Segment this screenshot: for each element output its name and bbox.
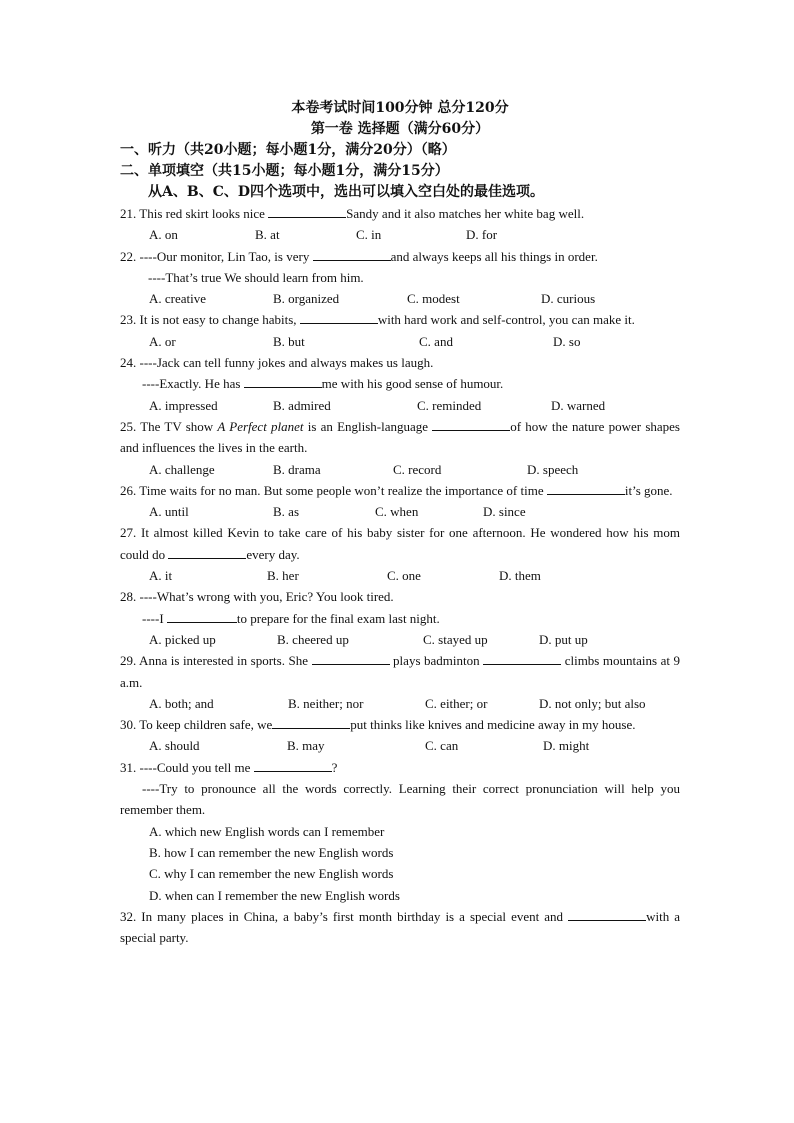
section-listening: 一、听力（共20小题；每小题1分，满分20分）（略） (120, 142, 456, 158)
answer-blank (483, 652, 561, 665)
option-b: B. admired (273, 397, 331, 413)
option-c: C. modest (407, 291, 460, 307)
options-30 (120, 735, 680, 756)
answer-blank (312, 652, 390, 665)
options-24 (120, 395, 680, 416)
exam-title: 本卷考试时间100分钟 总分120分 (291, 100, 509, 116)
options-27 (120, 565, 680, 586)
option-d: D. when can I remember the new English words (149, 887, 400, 903)
option-a: A. creative (149, 291, 207, 307)
option-d: D. so (553, 333, 581, 349)
option-b: B. how I can remember the new English words (149, 844, 394, 860)
exam-page (120, 98, 680, 948)
option-d: D. for (466, 227, 498, 243)
option-a: A. or (149, 333, 176, 349)
question-24: 24. ----Jack can tell funny jokes and always makes us laugh. (120, 355, 434, 371)
question-30: 30. To keep children safe, we put thinks like knives and medicine away in my house. (120, 717, 636, 733)
question-31-reply: ----Try to pronounce all the words correctly. Learning their correct pronunciation will help you remember them. (120, 781, 680, 818)
answer-blank (313, 248, 391, 261)
option-a: A. which new English words can I remember (149, 823, 385, 839)
question-29: 29. Anna is interested in sports. She plays badminton climbs mountains at 9 a.m. (120, 653, 680, 690)
option-c: C. when (375, 504, 419, 520)
option-d: D. put up (539, 631, 588, 647)
question-22-reply: ----That’s true We should learn from him. (148, 269, 364, 285)
answer-blank (254, 759, 332, 772)
option-d: D. them (499, 568, 541, 584)
option-b: B. but (273, 333, 305, 349)
answer-blank (244, 375, 322, 388)
option-a: A. impressed (149, 397, 218, 413)
instruction: 从A、B、C、D四个选项中，选出可以填入空白处的最佳选项。 (148, 184, 544, 200)
option-c: C. in (356, 227, 382, 243)
question-26: 26. Time waits for no man. But some people won’t realize the importance of time it’s gone. (120, 482, 673, 498)
option-b: B. organized (273, 291, 340, 307)
option-d: D. might (543, 738, 590, 754)
answer-blank (167, 610, 237, 623)
question-21: 21. This red skirt looks nice Sandy and it also matches her white bag well. (120, 206, 585, 221)
options-22 (120, 288, 680, 309)
part-title: 第一卷 选择题（满分60分） (310, 121, 490, 137)
show-title: A Perfect planet (217, 418, 304, 434)
answer-blank (168, 546, 246, 559)
option-c: C. can (425, 738, 459, 754)
option-a: A. both; and (149, 695, 214, 711)
options-25 (120, 459, 680, 480)
answer-blank (568, 908, 646, 921)
section-single-choice: 二、单项填空（共15小题；每小题1分，满分15分） (120, 163, 449, 179)
option-d: D. not only; but also (539, 695, 646, 711)
options-26 (120, 501, 680, 522)
answer-blank (268, 205, 346, 218)
option-c: C. either; or (425, 695, 488, 711)
option-b: B. drama (273, 461, 321, 477)
option-b: B. may (287, 738, 325, 754)
option-c: C. stayed up (423, 631, 488, 647)
option-b: B. cheered up (277, 631, 349, 647)
question-23: 23. It is not easy to change habits, with hard work and self-control, you can make it. (120, 312, 635, 328)
answer-blank (547, 482, 625, 495)
option-d: D. curious (541, 291, 596, 307)
option-a: A. should (149, 738, 200, 754)
option-a: A. picked up (149, 631, 216, 647)
answer-blank (300, 311, 378, 324)
options-29 (120, 693, 680, 714)
question-27: 27. It almost killed Kevin to take care of his baby sister for one afternoon. He wondered how his mom could do every day. (120, 525, 680, 562)
question-25: 25. The TV show A Perfect planet is an English-language of how the nature power shapes and influences the lives in the earth. (120, 418, 680, 456)
option-d: D. since (483, 504, 526, 520)
answer-blank (432, 418, 510, 431)
option-c: C. reminded (417, 397, 482, 413)
option-d: D. speech (527, 461, 579, 477)
option-b: B. neither; nor (288, 695, 364, 711)
option-d: D. warned (551, 397, 606, 413)
options-21 (120, 224, 680, 245)
question-28: 28. ----What’s wrong with you, Eric? You look tired. (120, 589, 394, 605)
option-b: B. her (267, 568, 299, 584)
question-24-reply: ----Exactly. He has me with his good sense of humour. (142, 376, 504, 392)
option-c: C. why I can remember the new English words (149, 866, 394, 882)
option-a: A. until (149, 504, 189, 520)
option-c: C. record (393, 461, 442, 477)
option-c: C. and (419, 333, 453, 349)
question-31: 31. ----Could you tell me ? (120, 759, 338, 775)
answer-blank (272, 716, 350, 729)
option-b: B. as (273, 504, 299, 520)
option-a: A. on (149, 227, 178, 243)
option-a: A. challenge (149, 461, 215, 477)
options-23 (120, 331, 680, 352)
question-22: 22. ----Our monitor, Lin Tao, is very and always keeps all his things in order. (120, 248, 598, 264)
question-28-reply: ----I to prepare for the final exam last night. (142, 610, 440, 626)
option-c: C. one (387, 568, 421, 584)
question-32: 32. In many places in China, a baby’s first month birthday is a special event and with a special party. (120, 908, 680, 946)
option-b: B. at (255, 227, 280, 243)
option-a: A. it (149, 568, 173, 584)
options-28 (120, 629, 680, 650)
